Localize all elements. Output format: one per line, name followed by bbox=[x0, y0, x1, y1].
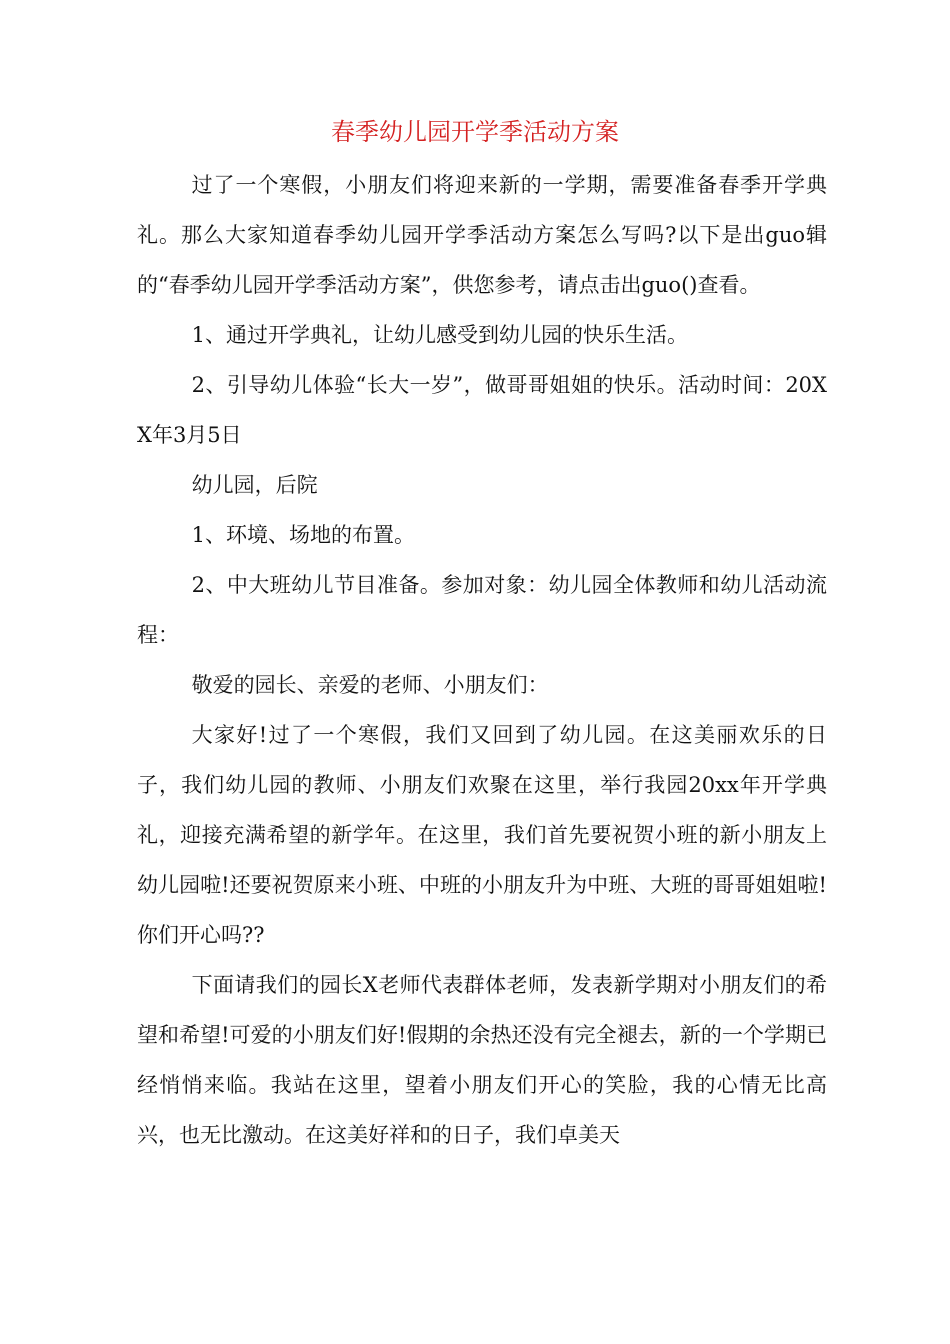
goal-item-2-and-time: 2、引导幼儿体验“长大一岁”，做哥哥姐姐的快乐。活动时间：20XX年3月5日 bbox=[137, 373, 827, 447]
intro-paragraph: 过了一个寒假，小朋友们将迎来新的一学期，需要准备春季开学典礼。那么大家知道春季幼儿园开学季活动方案怎么写吗?以下是出guo辑的“春季幼儿园开学季活动方案”，供您参考，请点击出guo()查看。 bbox=[137, 173, 827, 297]
location-paragraph: 幼儿园，后院 bbox=[191, 473, 318, 497]
document-body bbox=[137, 160, 827, 1160]
goal-item-1: 1、通过开学典礼，让幼儿感受到幼儿园的快乐生活。 bbox=[191, 323, 688, 347]
greeting-paragraph: 敬爱的园长、亲爱的老师、小朋友们： bbox=[191, 673, 549, 697]
document-title: 春季幼儿园开学季活动方案 bbox=[331, 118, 619, 146]
preparation-item-2: 2、中大班幼儿节目准备。参加对象：幼儿园全体教师和幼儿活动流程： bbox=[137, 573, 827, 647]
preparation-item-1: 1、环境、场地的布置。 bbox=[191, 523, 415, 547]
principal-speech-paragraph: 下面请我们的园长X老师代表群体老师，发表新学期对小朋友们的希望和希望!可爱的小朋友们好!假期的余热还没有完全褪去，新的一个学期已经悄悄来临。我站在这里，望着小朋友们开心的笑脸，我的心情无比高兴，也无比激动。在这美好祥和的日子，我们卓美天 bbox=[137, 973, 827, 1147]
opening-speech-paragraph: 大家好!过了一个寒假，我们又回到了幼儿园。在这美丽欢乐的日子，我们幼儿园的教师、小朋友们欢聚在这里，举行我园20xx年开学典礼，迎接充满希望的新学年。在这里，我们首先要祝贺小班的新小朋友上幼儿园啦!还要祝贺原来小班、中班的小朋友升为中班、大班的哥哥姐姐啦!你们开心吗?? bbox=[137, 723, 827, 947]
